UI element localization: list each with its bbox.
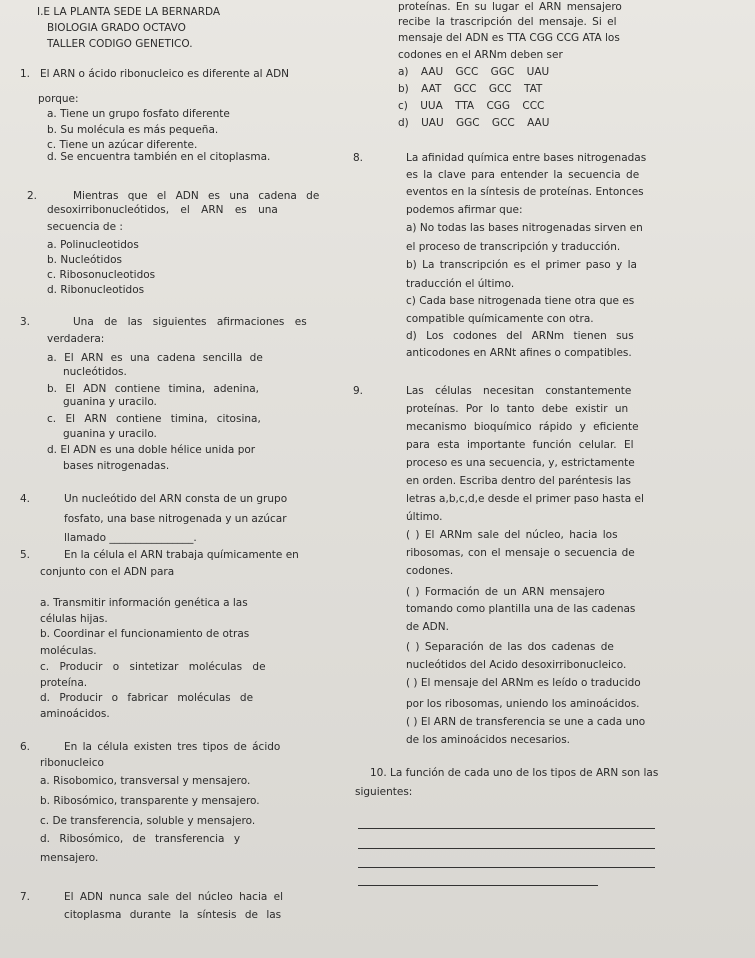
q2-option-a: a. Polinucleotidos <box>47 239 139 251</box>
q8-stem: podemos afirmar que: <box>406 204 523 216</box>
q5-stem: conjunto con el ADN para <box>40 566 175 578</box>
q6-number: 6. <box>20 741 31 753</box>
q9-stem: mecanismo bioquímico rápido y eficiente <box>406 421 639 433</box>
q9-step-item-cont: codones. <box>406 565 454 577</box>
q6-option-a: a. Risobomico, transversal y mensajero. <box>40 775 251 787</box>
q7-cont-text: codones en el ARNm deben ser <box>398 49 563 61</box>
q5-option-a: a. Transmitir información genética a las <box>40 597 248 609</box>
school-name: I.E LA PLANTA SEDE LA BERNARDA <box>37 6 221 18</box>
q3-option-b-cont: guanina y uracilo. <box>63 396 157 408</box>
q2-number: 2. <box>27 190 38 202</box>
q8-option-d: d) Los codones del ARNm tienen sus <box>406 330 634 342</box>
q9-step-item-cont: tomando como plantilla una de las cadenas <box>406 603 636 615</box>
q2-stem: secuencia de : <box>47 221 123 233</box>
answer-line[interactable] <box>358 867 655 868</box>
q3-option-a: a. El ARN es una cadena sencilla de <box>47 352 263 364</box>
q2-option-d: d. Ribonucleotidos <box>47 284 145 296</box>
q9-step-item-cont: nucleótidos del Acido desoxirribonucleico. <box>406 659 627 671</box>
q1-option-c: c. Tiene un azúcar diferente. <box>47 139 198 151</box>
course-name: BIOLOGIA GRADO OCTAVO <box>47 22 186 34</box>
q8-option-a: a) No todas las bases nitrogenadas sirven en <box>406 222 643 234</box>
q3-option-c-cont: guanina y uracilo. <box>63 428 157 440</box>
q9-step-item-cont: de los aminoácidos necesarios. <box>406 734 571 746</box>
q5-number: 5. <box>20 549 31 561</box>
q6-option-b: b. Ribosómico, transparente y mensajero. <box>40 795 260 807</box>
q6-option-d: d. Ribosómico, de transferencia y <box>40 833 241 845</box>
q9-step-item: ( ) Separación de las dos cadenas de <box>406 641 614 653</box>
q7-option-d: d) UAU GGC GCC AAU <box>398 117 550 129</box>
q9-number: 9. <box>353 385 364 397</box>
q6-option-c: c. De transferencia, soluble y mensajero. <box>40 815 256 827</box>
q4-stem-blank: llamado ________________. <box>64 532 197 544</box>
q2-stem: desoxirribonucleótidos, el ARN es una <box>47 204 278 216</box>
q9-stem: último. <box>406 511 443 523</box>
q3-option-d-cont: bases nitrogenadas. <box>63 460 170 472</box>
q9-step-item: ( ) Formación de un ARN mensajero <box>406 586 605 598</box>
q8-number: 8. <box>353 152 364 164</box>
q7-cont-text: proteínas. En su lugar el ARN mensajero <box>398 1 622 13</box>
q9-stem: en orden. Escriba dentro del paréntesis las <box>406 475 632 487</box>
q2-option-c: c. Ribosonucleotidos <box>47 269 156 281</box>
q3-option-d: d. El ADN es una doble hélice unida por <box>47 444 256 456</box>
q5-option-b: b. Coordinar el funcionamiento de otras <box>40 628 250 640</box>
q10-stem: 10. La función de cada uno de los tipos de ARN son las <box>370 767 659 779</box>
q4-stem: Un nucleótido del ARN consta de un grupo <box>64 493 288 505</box>
q5-option-a-cont: células hijas. <box>40 613 108 625</box>
q5-option-d-cont: aminoácidos. <box>40 708 110 720</box>
worksheet-title: TALLER CODIGO GENETICO. <box>47 38 193 50</box>
q6-stem: En la célula existen tres tipos de ácido <box>64 741 281 753</box>
q2-stem: Mientras que el ADN es una cadena de <box>73 190 320 202</box>
q1-option-a: a. Tiene un grupo fosfato diferente <box>47 108 230 120</box>
q1-option-d: d. Se encuentra también en el citoplasma. <box>47 151 271 163</box>
q5-option-c: c. Producir o sintetizar moléculas de <box>40 661 266 673</box>
q7-option-a: a) AAU GCC GGC UAU <box>398 66 550 78</box>
q9-stem: Las células necesitan constantemente <box>406 385 632 397</box>
q7-option-b: b) AAT GCC GCC TAT <box>398 83 543 95</box>
q9-step-item-cont: de ADN. <box>406 621 449 633</box>
q9-stem: proceso es una secuencia, y, estrictamente <box>406 457 635 469</box>
q9-stem: proteínas. Por lo tanto debe existir un <box>406 403 629 415</box>
q9-step-item: ( ) El ARNm sale del núcleo, hacia los <box>406 529 618 541</box>
q7-stem: citoplasma durante la síntesis de las <box>64 909 282 921</box>
q3-option-b: b. El ADN contiene timina, adenina, <box>47 383 259 395</box>
q4-number: 4. <box>20 493 31 505</box>
q5-option-c-cont: proteína. <box>40 677 88 689</box>
answer-line[interactable] <box>358 848 655 849</box>
q7-number: 7. <box>20 891 31 903</box>
q3-option-c: c. El ARN contiene timina, citosina, <box>47 413 261 425</box>
q3-stem: Una de las siguientes afirmaciones es <box>73 316 307 328</box>
q3-stem: verdadera: <box>47 333 105 345</box>
q9-stem: para esta importante función celular. El <box>406 439 634 451</box>
q8-option-c: c) Cada base nitrogenada tiene otra que es <box>406 295 635 307</box>
q8-option-a-cont: el proceso de transcripción y traducción. <box>406 241 621 253</box>
q1-stem: porque: <box>38 93 79 105</box>
q1-number: 1. <box>20 68 31 80</box>
q3-option-a-cont: nucleótidos. <box>63 366 127 378</box>
q4-stem: fosfato, una base nitrogenada y un azúcar <box>64 513 287 525</box>
q7-cont-text: recibe la trascripción del mensaje. Si el <box>398 16 617 28</box>
q7-stem: El ADN nunca sale del núcleo hacia el <box>64 891 284 903</box>
q5-option-b-cont: moléculas. <box>40 645 97 657</box>
q9-step-item: ( ) El ARN de transferencia se une a cada uno <box>406 716 646 728</box>
q6-stem: ribonucleico <box>40 757 104 769</box>
q5-stem: En la célula el ARN trabaja químicamente en <box>64 549 299 561</box>
q8-option-c-cont: compatible químicamente con otra. <box>406 313 594 325</box>
q9-step-item: ( ) El mensaje del ARNm es leído o traducido <box>406 677 641 689</box>
q8-stem: La afinidad química entre bases nitrogenadas <box>406 152 647 164</box>
q8-stem: eventos en la síntesis de proteínas. Entonces <box>406 186 644 198</box>
answer-line[interactable] <box>358 828 655 829</box>
q3-number: 3. <box>20 316 31 328</box>
answer-line[interactable] <box>358 885 598 886</box>
q8-stem: es la clave para entender la secuencia de <box>406 169 640 181</box>
q8-option-d-cont: anticodones en ARNt afines o compatibles. <box>406 347 632 359</box>
q9-step-item-cont: ribosomas, con el mensaje o secuencia de <box>406 547 635 559</box>
q1-option-b: b. Su molécula es más pequeña. <box>47 124 219 136</box>
q7-option-c: c) UUA TTA CGG CCC <box>398 100 545 112</box>
q9-stem: letras a,b,c,d,e desde el primer paso hasta el <box>406 493 644 505</box>
q8-option-b: b) La transcripción es el primer paso y la <box>406 259 637 271</box>
q8-option-b-cont: traducción el último. <box>406 278 515 290</box>
q5-option-d: d. Producir o fabricar moléculas de <box>40 692 254 704</box>
q10-stem: siguientes: <box>355 786 413 798</box>
q9-step-item-cont: por los ribosomas, uniendo los aminoácidos. <box>406 698 640 710</box>
q1-stem: El ARN o ácido ribonucleico es diferente al ADN <box>40 68 290 80</box>
q7-cont-text: mensaje del ADN es TTA CGG CCG ATA los <box>398 32 620 44</box>
q6-option-d-cont: mensajero. <box>40 852 99 864</box>
q2-option-b: b. Nucleótidos <box>47 254 123 266</box>
